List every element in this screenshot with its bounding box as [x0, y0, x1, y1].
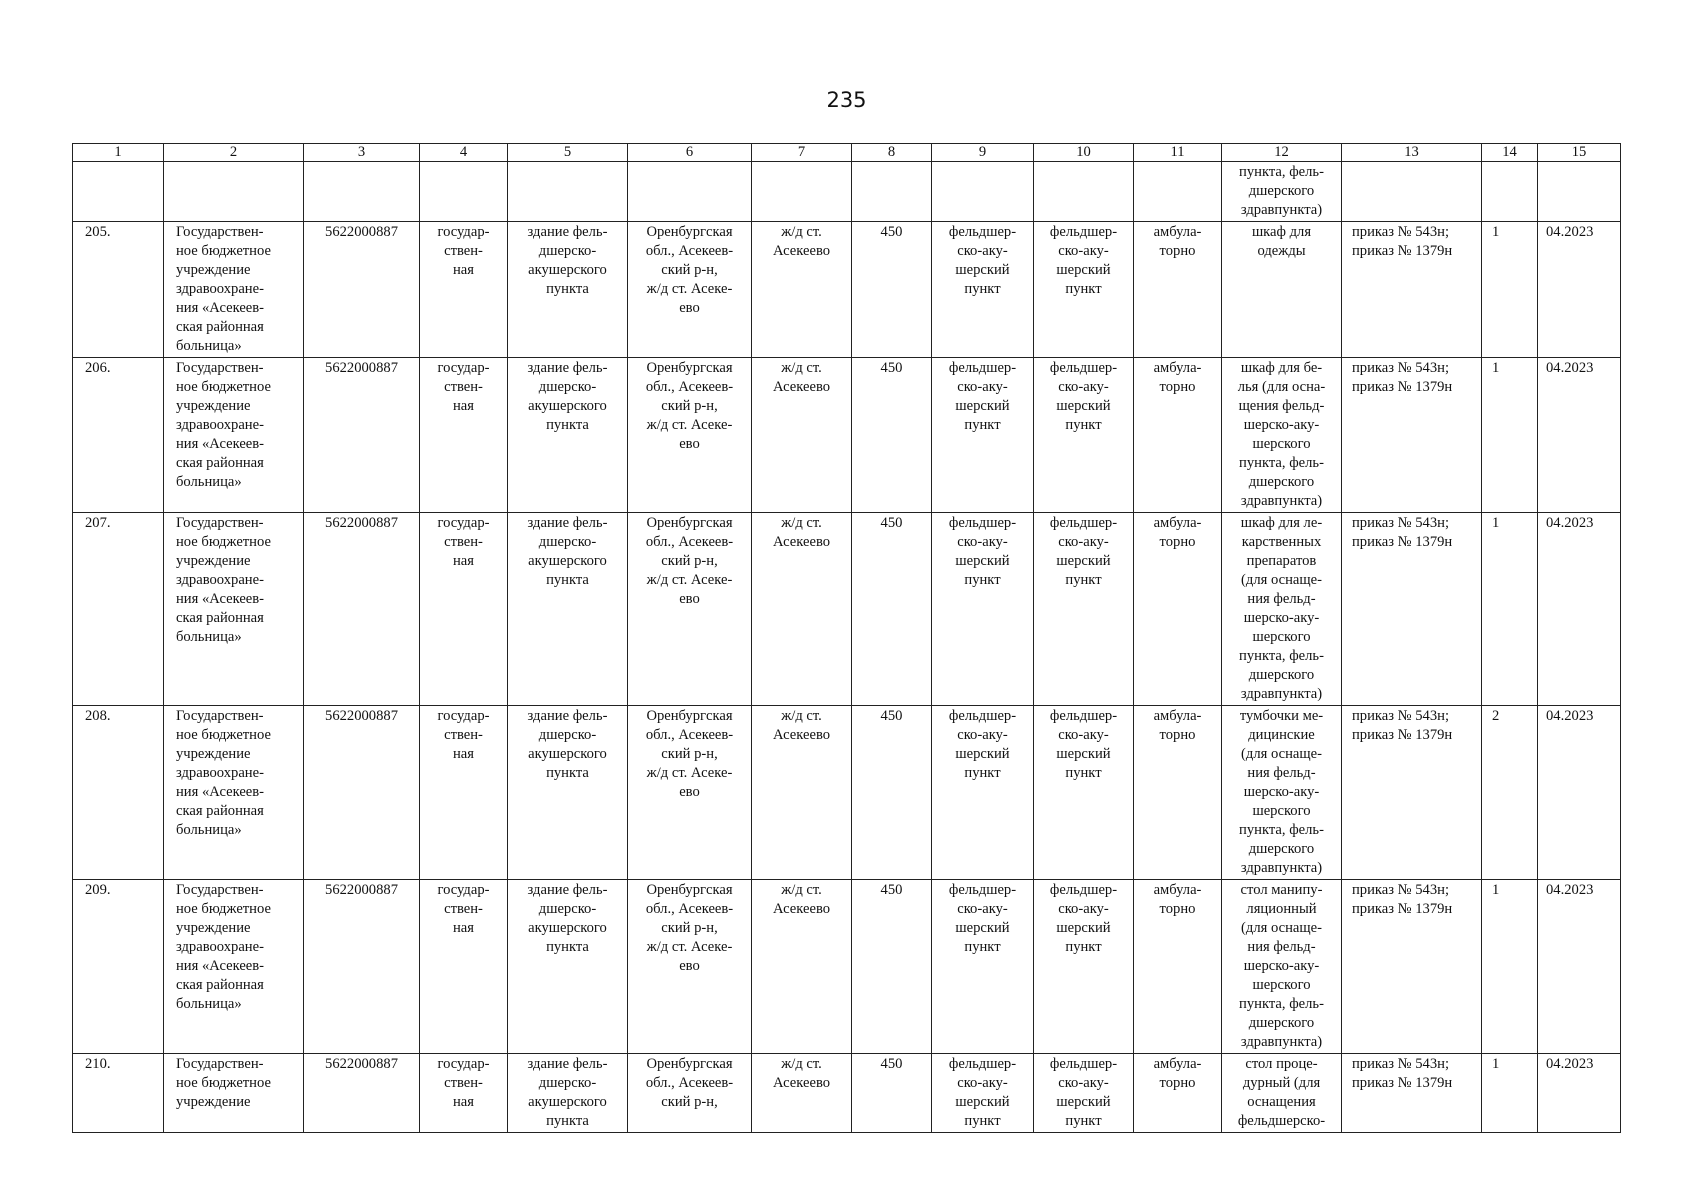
- column-number: 15: [1538, 144, 1621, 162]
- institution-name-cell: Государствен- ное бюджетное учреждение здравоохране- ния «Асекеев- ская районная больница»: [164, 358, 304, 513]
- row-number-cell: 207.: [73, 513, 164, 706]
- locality-cell: ж/д ст. Асекеево: [752, 358, 852, 513]
- inn-cell: 5622000887: [304, 1054, 420, 1133]
- column-number: 3: [304, 144, 420, 162]
- table-cell: [164, 162, 304, 222]
- address-cell: Оренбургская обл., Асекеев- ский р-н, ж/д ст. Асеке- ево: [628, 880, 752, 1054]
- table-cell: [852, 162, 932, 222]
- page-number: 235: [826, 88, 867, 112]
- table-cell: [752, 162, 852, 222]
- ownership-form-cell: государ- ствен- ная: [420, 706, 508, 880]
- legal-basis-cell: приказ № 543н; приказ № 1379н: [1342, 358, 1482, 513]
- care-condition-cell: амбула- торно: [1134, 880, 1222, 1054]
- table-row: [73, 880, 1621, 1054]
- continuation-row: [73, 162, 1621, 222]
- code-cell: 450: [852, 358, 932, 513]
- column-number: 8: [852, 144, 932, 162]
- facility-type-cell: фельдшер- ско-аку- шерский пункт: [932, 1054, 1034, 1133]
- quantity-cell: 2: [1482, 706, 1538, 880]
- care-condition-cell: амбула- торно: [1134, 706, 1222, 880]
- code-cell: 450: [852, 222, 932, 358]
- table-row: [73, 222, 1621, 358]
- locality-cell: ж/д ст. Асекеево: [752, 222, 852, 358]
- facility-type-cell: фельдшер- ско-аку- шерский пункт: [932, 358, 1034, 513]
- object-name-cell: здание фель- дшерско- акушерского пункта: [508, 1054, 628, 1133]
- ownership-form-cell: государ- ствен- ная: [420, 222, 508, 358]
- table-cell: [1482, 162, 1538, 222]
- table-cell: [508, 162, 628, 222]
- inn-cell: 5622000887: [304, 706, 420, 880]
- column-number: 10: [1034, 144, 1134, 162]
- equipment-name-cell: стол проце- дурный (для оснащения фельдшерско-: [1222, 1054, 1342, 1133]
- object-name-cell: здание фель- дшерско- акушерского пункта: [508, 880, 628, 1054]
- quantity-cell: 1: [1482, 513, 1538, 706]
- equipment-name-cell: шкаф для ле- карственных препаратов (для оснаще- ния фельд- шерско-аку- шерского пункта, фель- дшерского здравпункта): [1222, 513, 1342, 706]
- inn-cell: 5622000887: [304, 222, 420, 358]
- institution-name-cell: Государствен- ное бюджетное учреждение здравоохране- ния «Асекеев- ская районная больница»: [164, 513, 304, 706]
- column-number: 13: [1342, 144, 1482, 162]
- unit-type-cell: фельдшер- ско-аку- шерский пункт: [1034, 222, 1134, 358]
- table-row: [73, 513, 1621, 706]
- locality-cell: ж/д ст. Асекеево: [752, 513, 852, 706]
- column-number: 6: [628, 144, 752, 162]
- unit-type-cell: фельдшер- ско-аку- шерский пункт: [1034, 358, 1134, 513]
- locality-cell: ж/д ст. Асекеево: [752, 706, 852, 880]
- column-number: 2: [164, 144, 304, 162]
- date-cell: 04.2023: [1538, 706, 1621, 880]
- date-cell: 04.2023: [1538, 880, 1621, 1054]
- address-cell: Оренбургская обл., Асекеев- ский р-н, ж/д ст. Асеке- ево: [628, 513, 752, 706]
- institution-name-cell: Государствен- ное бюджетное учреждение здравоохране- ния «Асекеев- ская районная больница»: [164, 706, 304, 880]
- table-row: [73, 706, 1621, 880]
- code-cell: 450: [852, 1054, 932, 1133]
- institution-name-cell: Государствен- ное бюджетное учреждение: [164, 1054, 304, 1133]
- equipment-name-cell: шкаф для одежды: [1222, 222, 1342, 358]
- row-number-cell: 205.: [73, 222, 164, 358]
- column-number: 12: [1222, 144, 1342, 162]
- table-cell: [304, 162, 420, 222]
- column-number-row: [73, 144, 1621, 162]
- locality-cell: ж/д ст. Асекеево: [752, 880, 852, 1054]
- unit-type-cell: фельдшер- ско-аку- шерский пункт: [1034, 706, 1134, 880]
- table-row: [73, 1054, 1621, 1133]
- row-number-cell: 206.: [73, 358, 164, 513]
- inn-cell: 5622000887: [304, 880, 420, 1054]
- table-cell: [1134, 162, 1222, 222]
- quantity-cell: 1: [1482, 222, 1538, 358]
- legal-basis-cell: приказ № 543н; приказ № 1379н: [1342, 513, 1482, 706]
- column-number: 4: [420, 144, 508, 162]
- row-number-cell: 209.: [73, 880, 164, 1054]
- column-number: 1: [73, 144, 164, 162]
- code-cell: 450: [852, 880, 932, 1054]
- legal-basis-cell: приказ № 543н; приказ № 1379н: [1342, 880, 1482, 1054]
- table-cell: [932, 162, 1034, 222]
- facility-type-cell: фельдшер- ско-аку- шерский пункт: [932, 706, 1034, 880]
- facility-type-cell: фельдшер- ско-аку- шерский пункт: [932, 880, 1034, 1054]
- quantity-cell: 1: [1482, 1054, 1538, 1133]
- table-cell: [1034, 162, 1134, 222]
- quantity-cell: 1: [1482, 880, 1538, 1054]
- object-name-cell: здание фель- дшерско- акушерского пункта: [508, 358, 628, 513]
- table-cell: [1538, 162, 1621, 222]
- address-cell: Оренбургская обл., Асекеев- ский р-н, ж/д ст. Асеке- ево: [628, 706, 752, 880]
- quantity-cell: 1: [1482, 358, 1538, 513]
- address-cell: Оренбургская обл., Асекеев- ский р-н, ж/д ст. Асеке- ево: [628, 222, 752, 358]
- object-name-cell: здание фель- дшерско- акушерского пункта: [508, 706, 628, 880]
- table-cell: [628, 162, 752, 222]
- equipment-name-cell: тумбочки ме- дицинские (для оснаще- ния фельд- шерско-аку- шерского пункта, фель- дшерского здравпункта): [1222, 706, 1342, 880]
- table-cell: [1342, 162, 1482, 222]
- registry-table: [72, 143, 1621, 1133]
- institution-name-cell: Государствен- ное бюджетное учреждение здравоохране- ния «Асекеев- ская районная больница»: [164, 222, 304, 358]
- table-cell: [420, 162, 508, 222]
- table-row: [73, 358, 1621, 513]
- locality-cell: ж/д ст. Асекеево: [752, 1054, 852, 1133]
- address-cell: Оренбургская обл., Асекеев- ский р-н, ж/д ст. Асеке- ево: [628, 358, 752, 513]
- row-number-cell: 208.: [73, 706, 164, 880]
- date-cell: 04.2023: [1538, 358, 1621, 513]
- unit-type-cell: фельдшер- ско-аку- шерский пункт: [1034, 513, 1134, 706]
- institution-name-cell: Государствен- ное бюджетное учреждение здравоохране- ния «Асекеев- ская районная больница»: [164, 880, 304, 1054]
- column-number: 5: [508, 144, 628, 162]
- unit-type-cell: фельдшер- ско-аку- шерский пункт: [1034, 880, 1134, 1054]
- column-number: 14: [1482, 144, 1538, 162]
- legal-basis-cell: приказ № 543н; приказ № 1379н: [1342, 706, 1482, 880]
- care-condition-cell: амбула- торно: [1134, 513, 1222, 706]
- column-number: 7: [752, 144, 852, 162]
- care-condition-cell: амбула- торно: [1134, 1054, 1222, 1133]
- ownership-form-cell: государ- ствен- ная: [420, 880, 508, 1054]
- inn-cell: 5622000887: [304, 513, 420, 706]
- date-cell: 04.2023: [1538, 222, 1621, 358]
- legal-basis-cell: приказ № 543н; приказ № 1379н: [1342, 1054, 1482, 1133]
- care-condition-cell: амбула- торно: [1134, 358, 1222, 513]
- column-number: 9: [932, 144, 1034, 162]
- date-cell: 04.2023: [1538, 1054, 1621, 1133]
- legal-basis-cell: приказ № 543н; приказ № 1379н: [1342, 222, 1482, 358]
- care-condition-cell: амбула- торно: [1134, 222, 1222, 358]
- inn-cell: 5622000887: [304, 358, 420, 513]
- column-number: 11: [1134, 144, 1222, 162]
- address-cell: Оренбургская обл., Асекеев- ский р-н,: [628, 1054, 752, 1133]
- code-cell: 450: [852, 513, 932, 706]
- unit-type-cell: фельдшер- ско-аку- шерский пункт: [1034, 1054, 1134, 1133]
- equipment-name-cell: стол манипу- ляционный (для оснаще- ния фельд- шерско-аку- шерского пункта, фель- дшерского здравпункта): [1222, 880, 1342, 1054]
- ownership-form-cell: государ- ствен- ная: [420, 1054, 508, 1133]
- row-number-cell: 210.: [73, 1054, 164, 1133]
- ownership-form-cell: государ- ствен- ная: [420, 358, 508, 513]
- table-cell: пункта, фель- дшерского здравпункта): [1222, 162, 1342, 222]
- object-name-cell: здание фель- дшерско- акушерского пункта: [508, 513, 628, 706]
- facility-type-cell: фельдшер- ско-аку- шерский пункт: [932, 513, 1034, 706]
- code-cell: 450: [852, 706, 932, 880]
- date-cell: 04.2023: [1538, 513, 1621, 706]
- object-name-cell: здание фель- дшерско- акушерского пункта: [508, 222, 628, 358]
- table-cell: [73, 162, 164, 222]
- ownership-form-cell: государ- ствен- ная: [420, 513, 508, 706]
- equipment-name-cell: шкаф для бе- лья (для осна- щения фельд- шерско-аку- шерского пункта, фель- дшерского здравпункта): [1222, 358, 1342, 513]
- facility-type-cell: фельдшер- ско-аку- шерский пункт: [932, 222, 1034, 358]
